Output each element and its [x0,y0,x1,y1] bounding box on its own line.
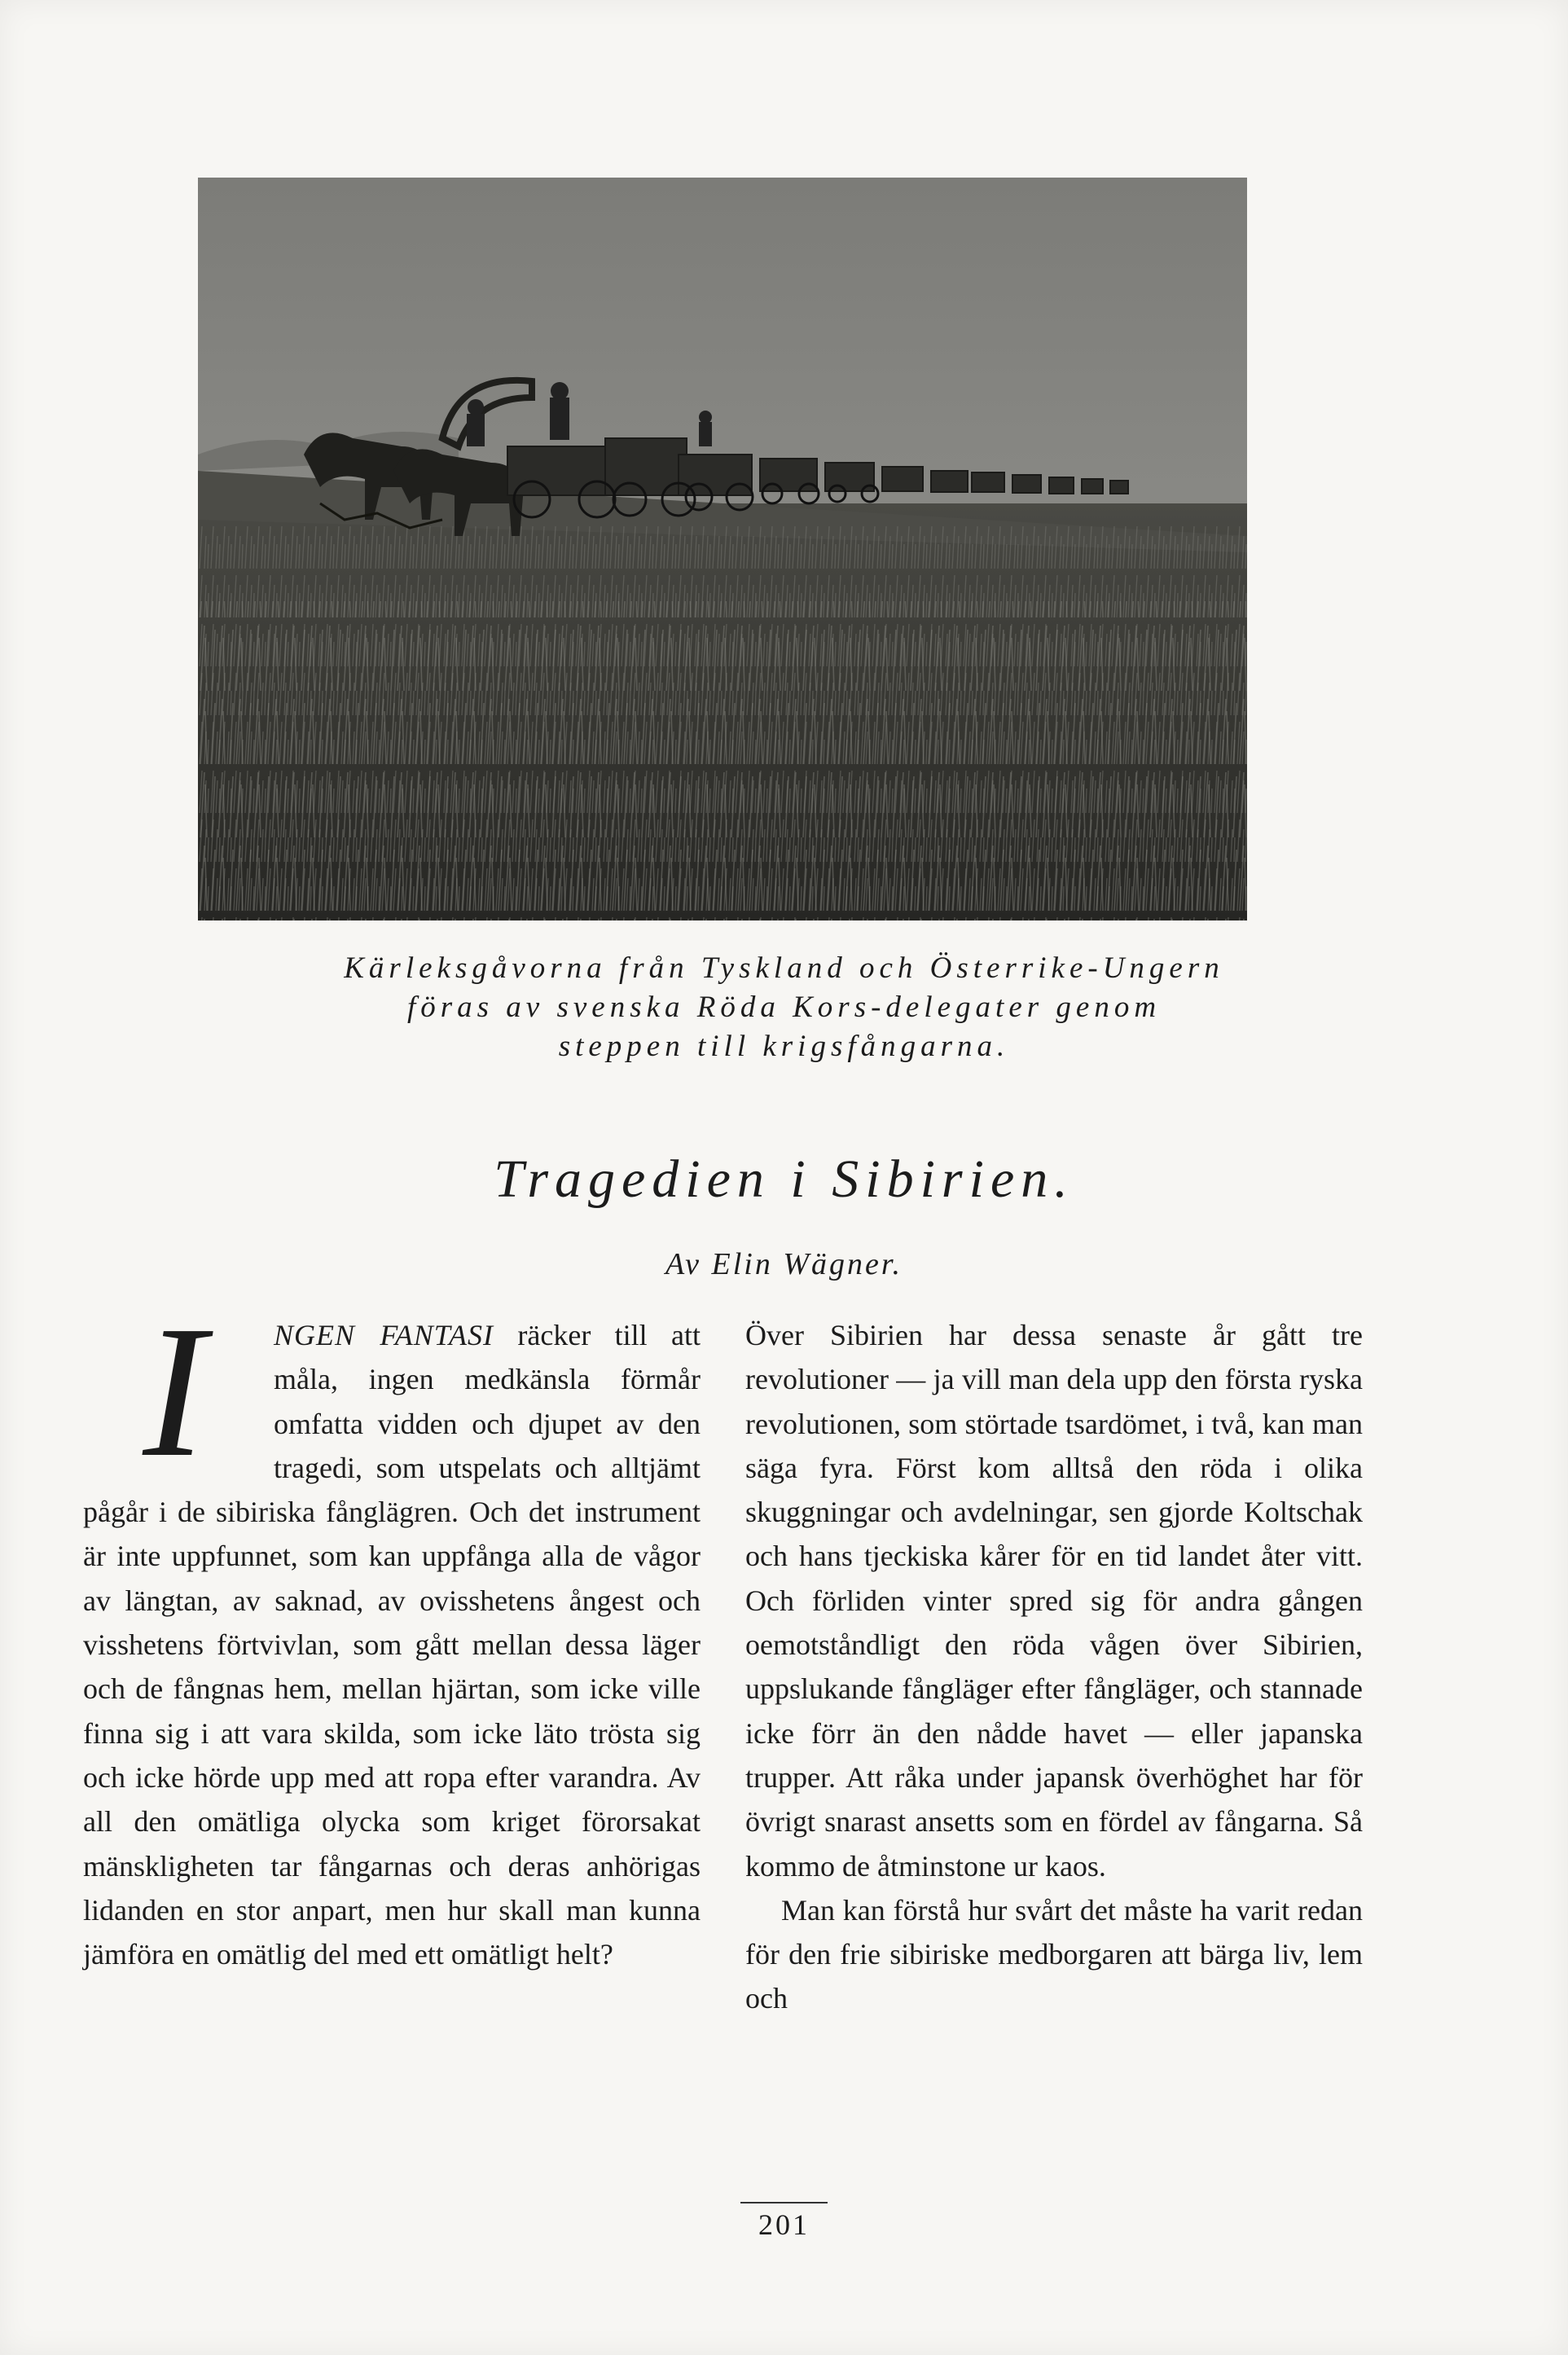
page-number [0,2208,1568,2242]
article-paragraph-1 [83,1287,701,1976]
article-byline: Av Elin Wägner. [665,1247,903,1281]
article-column-right [745,1313,1363,2021]
caption-line-1: Kärleksgåvorna från Tyskland och Österrike-Ungern [344,951,1224,985]
lead-words: NGEN FANTASI [274,1319,494,1351]
article-paragraph-3: Man kan förstå hur svårt det måste ha varit redan för den frie sibiriske medborgaren att bärga liv, lem och [745,1893,1363,2015]
steppe-wagon-convoy-photo [198,178,1247,920]
article-paragraph-2: Över Sibirien har dessa senaste år gått tre revolutioner — ja vill man dela upp den första ryska revolutionen, som störtade tsardömet, i två, kan man säga fyra. Först kom alltså den röda i olika skuggningar och avdelningar, sen gjorde Koltschak och hans tjeckiska kårer för en tid landet åter vitt. Och förliden vinter spred sig för andra gången oemotståndligt den röda vågen över Sibirien, uppslukande fångläger efter fångläger, och stannade icke förr än den nådde havet — eller japanska trupper. Att råka under japansk överhöghet har för övrigt snarast ansetts som en fördel av fångarna. Så kommo de åtminstone ur kaos. [745,1319,1363,1883]
caption-line-3: steppen till krigsfångarna. [558,1030,1010,1063]
page-number-value: 201 [740,2202,828,2241]
article-title: Tragedien i Sibirien. [494,1149,1074,1209]
caption-line-2: föras av svenska Röda Kors-delegater genom [406,991,1162,1024]
photo-caption [98,949,1470,1066]
left-column-text: räcker till att måla, ingen medkänsla förmår omfatta vidden och djupet av den tragedi, som utspelats och alltjämt pågår i de sibiriska fånglägren. Och det instrument är inte uppfunnet, som kan uppfånga alla de vågor av längtan, av saknad, av ovisshetens ångest och visshetens förtvivlan, som gått mellan dessa läger och de fångnas hem, mellan hjärtan, som icke ville finna sig i att vara skilda, som icke läto trösta sig och icke hörde upp med att ropa efter varandra. Av all den omätliga olycka som kriget förorsakat mänskligheten tar fångarnas och deras anhörigas lidanden en stor anpart, men hur skall man kunna jämföra en omätlig del med ett omätligt helt? [83,1319,701,1971]
drop-cap: I [143,1287,206,1496]
article-column-left [83,1287,701,1976]
photo-illustration [198,178,1247,920]
